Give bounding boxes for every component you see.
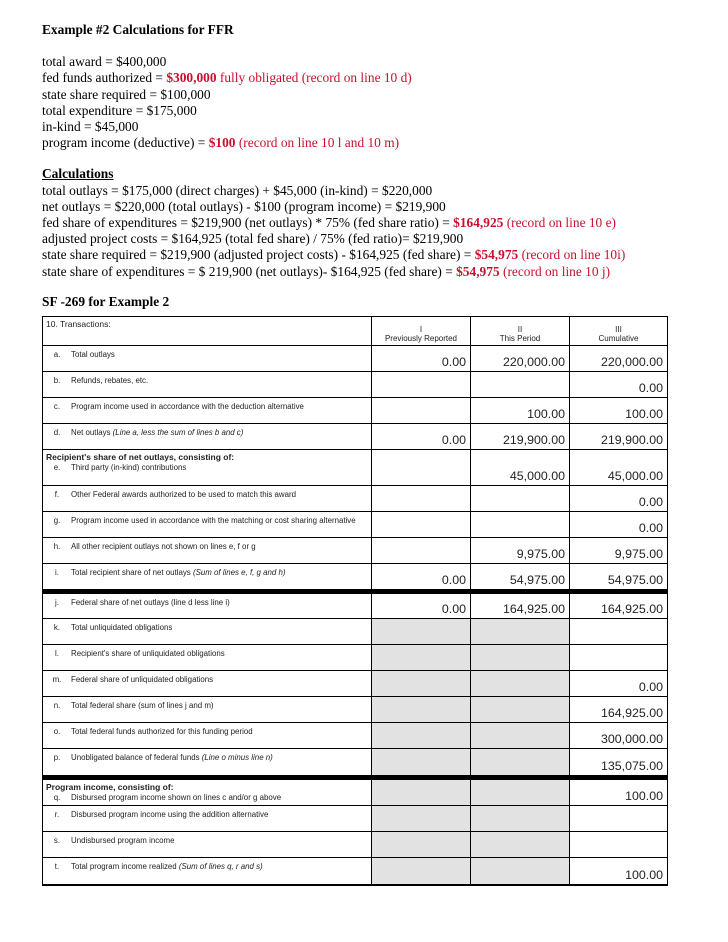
givens-line: [42, 54, 682, 70]
this-period-cell: [470, 671, 569, 696]
column-cumulative: [569, 317, 667, 345]
row-label: [71, 516, 360, 537]
this-period-cell: 54,975.00: [470, 564, 569, 589]
row-description: [43, 346, 371, 371]
cumulative-cell: [569, 832, 667, 857]
previously-reported-cell: 0.00: [371, 424, 470, 449]
row-description: [43, 564, 371, 589]
calcs-line: [42, 231, 682, 247]
calculation-lines: [42, 183, 682, 280]
table-row: [43, 538, 667, 564]
table-row: [43, 806, 667, 832]
highlight-value: $54,975: [456, 263, 500, 279]
table-row: [43, 645, 667, 671]
cumulative-cell: 219,900.00: [569, 424, 667, 449]
row-description: [43, 538, 371, 563]
row-label: [71, 598, 234, 618]
highlight-value: $164,925: [453, 215, 504, 231]
cumulative-cell: 100.00: [569, 780, 667, 805]
row-letter: b.: [53, 376, 61, 385]
row-text: Program income used in accordance with the matching or cost sharing alternative: [71, 516, 356, 525]
line-text: total outlays = $175,000 (direct charges) + $45,000 (in-kind) = $220,000: [42, 182, 433, 198]
row-label: [71, 836, 179, 857]
cumulative-cell: 0.00: [569, 512, 667, 537]
row-description: [43, 671, 371, 696]
row-label: [71, 402, 308, 423]
cumulative-cell: [569, 645, 667, 670]
row-label: [71, 623, 176, 644]
cumulative-cell: 100.00: [569, 398, 667, 423]
this-period-cell: [470, 832, 569, 857]
this-period-cell: [470, 749, 569, 775]
table-row: [43, 723, 667, 749]
previously-reported-cell: [371, 671, 470, 696]
table-row: [43, 697, 667, 723]
previously-reported-cell: [371, 645, 470, 670]
line-text: state share of expenditures = $ 219,900 (net outlays)- $164,925 (fed share) =: [42, 263, 457, 279]
row-description: [43, 619, 371, 644]
cumulative-cell: [569, 619, 667, 644]
table-row: [43, 619, 667, 645]
row-formula-note: (Sum of lines e, f, g and h): [192, 568, 286, 577]
this-period-cell: [470, 372, 569, 397]
row-letter: l.: [55, 649, 59, 658]
row-description: [43, 645, 371, 670]
cumulative-cell: 0.00: [569, 671, 667, 696]
table-row: [43, 398, 667, 424]
cumulative-cell: 54,975.00: [569, 564, 667, 589]
table-row: [43, 424, 667, 450]
row-description: [43, 806, 371, 831]
row-letter: e.: [53, 462, 61, 472]
previously-reported-cell: [371, 749, 470, 775]
this-period-cell: 100.00: [470, 398, 569, 423]
cumulative-cell: [569, 806, 667, 831]
row-letter: d.: [53, 428, 61, 437]
this-period-cell: [470, 645, 569, 670]
row-letter: i.: [55, 568, 59, 577]
line-text: fed funds authorized =: [42, 70, 167, 86]
row-label: [71, 463, 371, 473]
givens-line: [42, 119, 682, 135]
row-label: [71, 350, 119, 371]
row-text: Federal share of net outlays (line d less line i): [71, 598, 230, 607]
table-row: [43, 486, 667, 512]
previously-reported-cell: 0.00: [371, 594, 470, 618]
row-text: Total recipient share of net outlays: [71, 568, 193, 577]
previously-reported-cell: [371, 723, 470, 748]
row-text: Unobligated balance of federal funds: [71, 753, 202, 762]
row-description: [43, 858, 371, 884]
row-text: Total unliquidated obligations: [71, 623, 173, 632]
this-period-cell: [470, 512, 569, 537]
row-letter: g.: [53, 516, 61, 525]
row-label: [71, 727, 257, 748]
highlight-value: $300,000: [166, 70, 217, 86]
row-text: All other recipient outlays not shown on lines e, f or g: [71, 542, 256, 551]
line-text: state share required = $100,000: [42, 86, 211, 102]
this-period-cell: [470, 619, 569, 644]
row-description: [43, 450, 371, 485]
line-text: state share required = $219,900 (adjusted project costs) - $164,925 (fed share) =: [42, 247, 475, 263]
record-note: (record on line 10 e): [503, 215, 617, 231]
row-label: [71, 810, 272, 831]
row-text: Undisbursed program income: [71, 836, 175, 845]
row-description: [43, 424, 371, 449]
table-row: [43, 749, 667, 776]
row-label: [71, 490, 300, 511]
table-row: [43, 450, 667, 486]
table-row: [43, 858, 667, 885]
row-label: [71, 649, 229, 670]
row-letter: o.: [53, 727, 61, 736]
this-period-cell: [470, 806, 569, 831]
row-description: [43, 723, 371, 748]
givens-line: [42, 70, 682, 86]
row-description: [43, 594, 371, 618]
line-text: total expenditure = $175,000: [42, 102, 197, 118]
line-text: net outlays = $220,000 (total outlays) - $100 (program income) = $219,900: [42, 198, 446, 214]
sf269-heading: SF -269 for Example 2: [42, 293, 170, 309]
previously-reported-cell: 0.00: [371, 564, 470, 589]
givens-line: [42, 135, 682, 151]
previously-reported-cell: [371, 780, 470, 805]
row-label: [71, 568, 289, 589]
previously-reported-cell: [371, 512, 470, 537]
table-row: [43, 590, 667, 619]
previously-reported-cell: [371, 372, 470, 397]
row-text: Total outlays: [71, 350, 115, 359]
calcs-line: [42, 247, 682, 263]
this-period-cell: 9,975.00: [470, 538, 569, 563]
sf269-form: [42, 316, 668, 886]
table-row: [43, 346, 667, 372]
row-description: [43, 512, 371, 537]
col3-roman: III: [615, 325, 622, 334]
cumulative-cell: 0.00: [569, 372, 667, 397]
row-text: Refunds, rebates, etc.: [71, 376, 149, 385]
previously-reported-cell: 0.00: [371, 346, 470, 371]
row-letter: k.: [53, 623, 61, 632]
this-period-cell: [470, 697, 569, 722]
row-text: Net outlays: [71, 428, 113, 437]
calculation-notes: [42, 22, 682, 310]
row-text: Federal share of unliquidated obligations: [71, 675, 214, 684]
row-description: [43, 780, 371, 805]
this-period-cell: 164,925.00: [470, 594, 569, 618]
row-letter: a.: [53, 350, 61, 359]
col3-label: Cumulative: [598, 334, 639, 343]
row-description: [43, 372, 371, 397]
record-note: fully obligated (record on line 10 d): [216, 70, 412, 86]
this-period-cell: [470, 780, 569, 805]
previously-reported-cell: [371, 806, 470, 831]
row-description: [43, 749, 371, 775]
line-text: in-kind = $45,000: [42, 119, 139, 135]
previously-reported-cell: [371, 858, 470, 884]
cumulative-cell: 0.00: [569, 486, 667, 511]
row-formula-note: (Line o minus line n): [201, 753, 273, 762]
row-letter: f.: [54, 490, 60, 499]
form-rows: [43, 346, 667, 885]
calcs-line: [42, 183, 682, 199]
column-this-period: [470, 317, 569, 345]
row-label: [71, 793, 371, 803]
col1-roman: I: [419, 325, 423, 334]
this-period-cell: [470, 723, 569, 748]
previously-reported-cell: [371, 619, 470, 644]
row-letter: p.: [53, 753, 61, 762]
col2-roman: II: [517, 325, 523, 334]
cumulative-cell: 164,925.00: [569, 594, 667, 618]
row-description: [43, 832, 371, 857]
table-row: [43, 832, 667, 858]
row-label: [71, 701, 218, 722]
group-label: Recipient's share of net outlays, consisting of:: [46, 452, 235, 462]
previously-reported-cell: [371, 832, 470, 857]
cumulative-cell: 164,925.00: [569, 697, 667, 722]
page-title: Example #2 Calculations for FFR: [42, 22, 234, 37]
cumulative-cell: 45,000.00: [569, 450, 667, 485]
givens-line: [42, 103, 682, 119]
cumulative-cell: 9,975.00: [569, 538, 667, 563]
row-text: Third party (in-kind) contributions: [71, 462, 187, 472]
table-row: [43, 372, 667, 398]
row-letter: h.: [53, 542, 61, 551]
highlight-value: $100: [208, 135, 236, 151]
calcs-line: [42, 215, 682, 231]
table-row: [43, 671, 667, 697]
cumulative-cell: 100.00: [569, 858, 667, 884]
transactions-label: 10. Transactions:: [46, 319, 111, 329]
row-text: Total program income realized: [71, 862, 179, 871]
row-letter: n.: [53, 701, 61, 710]
this-period-cell: 45,000.00: [470, 450, 569, 485]
record-note: (record on line 10 l and 10 m): [235, 135, 400, 151]
previously-reported-cell: [371, 538, 470, 563]
previously-reported-cell: [371, 398, 470, 423]
row-text: Program income used in accordance with the deduction alternative: [71, 402, 304, 411]
column-previously-reported: [371, 317, 470, 345]
row-letter: j.: [55, 598, 59, 607]
cumulative-cell: 135,075.00: [569, 749, 667, 775]
givens-line: [42, 87, 682, 103]
given-values: [42, 54, 682, 151]
this-period-cell: [470, 486, 569, 511]
previously-reported-cell: [371, 450, 470, 485]
record-note: (record on line 10 j): [499, 263, 611, 279]
line-text: program income (deductive) =: [42, 135, 209, 151]
row-text: Total federal share (sum of lines j and m): [71, 701, 214, 710]
table-row: [43, 512, 667, 538]
calcs-line: [42, 264, 682, 280]
line-text: fed share of expenditures = $219,900 (net outlays) * 75% (fed share ratio) =: [42, 215, 454, 231]
row-label: [71, 428, 247, 449]
row-text: Disbursed program income shown on lines c and/or g above: [71, 792, 282, 802]
row-text: Other Federal awards authorized to be used to match this award: [71, 490, 297, 499]
cumulative-cell: 300,000.00: [569, 723, 667, 748]
cumulative-cell: 220,000.00: [569, 346, 667, 371]
form-header: [43, 317, 667, 346]
previously-reported-cell: [371, 697, 470, 722]
row-letter: q.: [53, 792, 61, 802]
row-label: [71, 753, 277, 775]
row-description: [43, 486, 371, 511]
row-formula-note: (Line a, less the sum of lines b and c): [112, 428, 244, 437]
row-label: [71, 376, 152, 397]
row-letter: t.: [54, 862, 60, 871]
line-text: total award = $400,000: [42, 54, 167, 70]
row-description: [43, 697, 371, 722]
calculations-heading: Calculations: [42, 166, 114, 182]
row-text: Disbursed program income using the addition alternative: [71, 810, 269, 819]
row-label: [71, 862, 267, 884]
row-text: Total federal funds authorized for this funding period: [71, 727, 253, 736]
table-row: [43, 564, 667, 590]
row-letter: s.: [53, 836, 61, 845]
calcs-line: [42, 199, 682, 215]
highlight-value: $54,975: [474, 247, 519, 263]
this-period-cell: [470, 858, 569, 884]
this-period-cell: 220,000.00: [470, 346, 569, 371]
row-text: Recipient's share of unliquidated obligations: [71, 649, 225, 658]
row-label: [71, 542, 260, 563]
row-formula-note: (Sum of lines q, r and s): [178, 862, 263, 871]
col2-label: This Period: [499, 334, 541, 343]
row-letter: m.: [52, 675, 62, 684]
row-label: [71, 675, 217, 696]
previously-reported-cell: [371, 486, 470, 511]
record-note: (record on line 10i): [518, 247, 626, 263]
table-row: [43, 776, 667, 806]
row-letter: c.: [53, 402, 61, 411]
this-period-cell: 219,900.00: [470, 424, 569, 449]
row-description: [43, 398, 371, 423]
col1-label: Previously Reported: [384, 334, 458, 343]
row-letter: r.: [54, 810, 60, 819]
group-label: Program income, consisting of:: [46, 782, 174, 792]
line-text: adjusted project costs = $164,925 (total fed share) / 75% (fed ratio)= $219,900: [42, 231, 464, 247]
